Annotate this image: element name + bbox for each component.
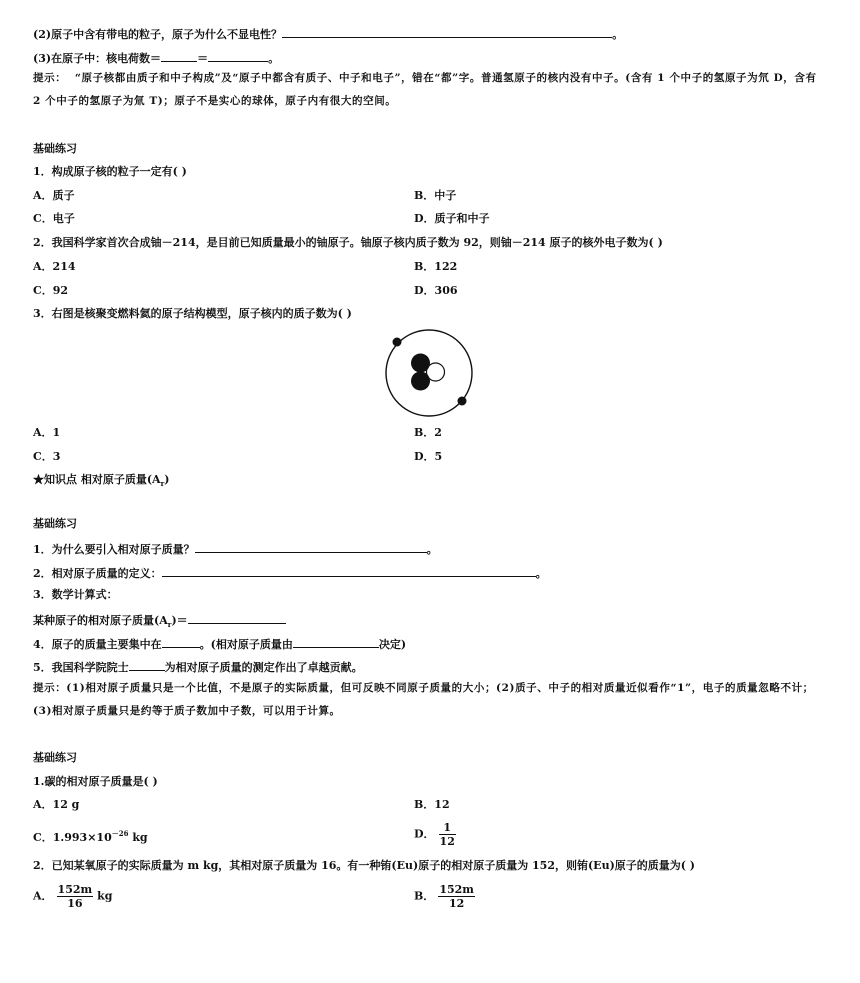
practice2-q4-line [33, 636, 406, 652]
equals-sign: ＝ [197, 52, 209, 65]
practice2-q2-line [33, 565, 547, 581]
option-d[interactable]: D．5 [414, 450, 443, 463]
formula-text: 某种原子的相对原子质量(A [33, 614, 168, 627]
option-c[interactable]: C．3 [33, 450, 61, 463]
answer-blank[interactable] [162, 636, 200, 648]
denominator: 12 [448, 897, 465, 910]
option-c[interactable]: C．92 [33, 284, 69, 297]
exponent: －26 [111, 829, 129, 838]
option-a[interactable]: A．1 [33, 426, 61, 439]
denominator: 16 [67, 897, 83, 910]
option-d[interactable] [414, 821, 460, 848]
knowledge-point-heading [33, 473, 170, 491]
option-label: D． [414, 827, 435, 841]
practice2-q4-mid: 。(相对原子质量由 [199, 638, 293, 651]
period: 。 [426, 543, 438, 556]
question-2-text: (2)原子中含有带电的粒子，原子为什么不显电性？ [33, 28, 283, 41]
option-a[interactable]: A．质子 [33, 189, 75, 202]
numerator: 152m [57, 883, 93, 896]
practice2-q1-text: 1．为什么要引入相对原子质量？ [33, 543, 195, 556]
answer-blank[interactable] [208, 50, 268, 62]
option-d[interactable]: D．质子和中子 [414, 212, 490, 225]
hint-text: “原子核都由质子和中子构成”及“原子中都含有质子、中子和电子”，错在“都”字。普通氢原子的核内没有中子。(含有 1 个中子的氢原子为氘 D，含有 2 个中子的氢原子为氚 T)；原子不是实心的球体，原子内有很大的空间。 [33, 72, 817, 107]
option-c-text: C．1.993×10 [33, 831, 112, 844]
option-a[interactable]: A．12 g [33, 798, 80, 811]
practice2-q4-text: 4．原子的质量主要集中在 [33, 638, 162, 651]
unit: kg [128, 831, 148, 844]
answer-blank[interactable] [129, 659, 165, 671]
option-b[interactable]: B．12 [414, 798, 450, 811]
question-2-line [33, 26, 623, 42]
practice-heading: 基础练习 [33, 517, 77, 530]
practice2-q5-text: 5．我国科学院院士 [33, 661, 129, 674]
answer-blank[interactable] [188, 612, 286, 624]
proton [411, 372, 430, 391]
denominator: 12 [439, 835, 455, 848]
practice3-q1-stem: 1.碳的相对原子质量是( ) [33, 775, 158, 788]
practice2-q5-line [33, 659, 363, 675]
electron [393, 338, 402, 347]
answer-blank[interactable] [161, 50, 197, 62]
numerator: 152m [439, 883, 474, 896]
hint-paragraph-1 [33, 67, 828, 113]
fraction [57, 883, 94, 910]
option-c[interactable] [33, 827, 148, 845]
subscript: r [167, 620, 172, 630]
practice1-q3-stem: 3．右图是核聚变燃料氦的原子结构模型，原子核内的质子数为( ) [33, 307, 352, 320]
fraction [439, 821, 456, 848]
helium-atom-model-figure [382, 326, 476, 420]
period: 。 [535, 567, 547, 580]
period: 。 [268, 52, 280, 65]
formula-equals: )＝ [171, 614, 188, 627]
option-a[interactable]: A．214 [33, 260, 76, 273]
answer-blank[interactable] [293, 636, 379, 648]
electron [458, 397, 467, 406]
option-d[interactable]: D．306 [414, 284, 458, 297]
option-b[interactable] [414, 883, 479, 910]
period: 。 [612, 28, 624, 41]
option-label: A． [33, 889, 53, 903]
option-c[interactable]: C．电子 [33, 212, 75, 225]
numerator: 1 [439, 821, 456, 835]
practice3-q2-stem: 2．已知某氧原子的实际质量为 m kg，其相对原子质量为 16。有一种铕(Eu)原子的相对原子质量为 152，则铕(Eu)原子的质量为( ) [33, 859, 696, 872]
answer-blank[interactable] [282, 26, 612, 38]
practice2-q2-text: 2．相对原子质量的定义： [33, 567, 162, 580]
option-b[interactable]: B．2 [414, 426, 442, 439]
proton [411, 354, 430, 373]
answer-blank[interactable] [162, 565, 536, 577]
practice-heading: 基础练习 [33, 142, 77, 155]
option-a[interactable] [33, 883, 112, 910]
option-b[interactable]: B．中子 [414, 189, 457, 202]
question-3-line [33, 50, 279, 66]
knowledge-point-text: ★知识点 相对原子质量(A [33, 473, 161, 486]
option-label: B． [414, 889, 435, 903]
unit: kg [97, 889, 113, 903]
practice2-q3-text: 3．数学计算式： [33, 588, 118, 601]
practice2-q5-post: 为相对原子质量的测定作出了卓越贡献。 [164, 661, 363, 674]
practice2-q1-line [33, 541, 438, 557]
practice-heading: 基础练习 [33, 751, 77, 764]
practice1-q1-stem: 1．构成原子核的粒子一定有( ) [33, 165, 187, 178]
answer-blank[interactable] [195, 541, 427, 553]
option-b[interactable]: B．122 [414, 260, 458, 273]
fraction [438, 883, 475, 910]
paren: ) [164, 473, 170, 486]
subscript: r [160, 479, 165, 489]
hint-label: 提示： [33, 72, 67, 84]
question-3-text: (3)在原子中：核电荷数＝ [33, 52, 162, 65]
practice2-q4-end: 决定) [378, 638, 407, 651]
hint-paragraph-2: 提示：(1)相对原子质量只是一个比值，不是原子的实际质量，但可反映不同原子质量的大小；(2)质子、中子的相对质量近似看作“1”，电子的质量忽略不计；(3)相对原子质量只是约等于质子数加中子数，可以用于计算。 [33, 682, 814, 717]
practice1-q2-stem: 2．我国科学家首次合成铀－214，是目前已知质量最小的铀原子。铀原子核内质子数为 92，则铀－214 原子的核外电子数为( ) [33, 236, 663, 249]
formula-line [33, 612, 286, 632]
